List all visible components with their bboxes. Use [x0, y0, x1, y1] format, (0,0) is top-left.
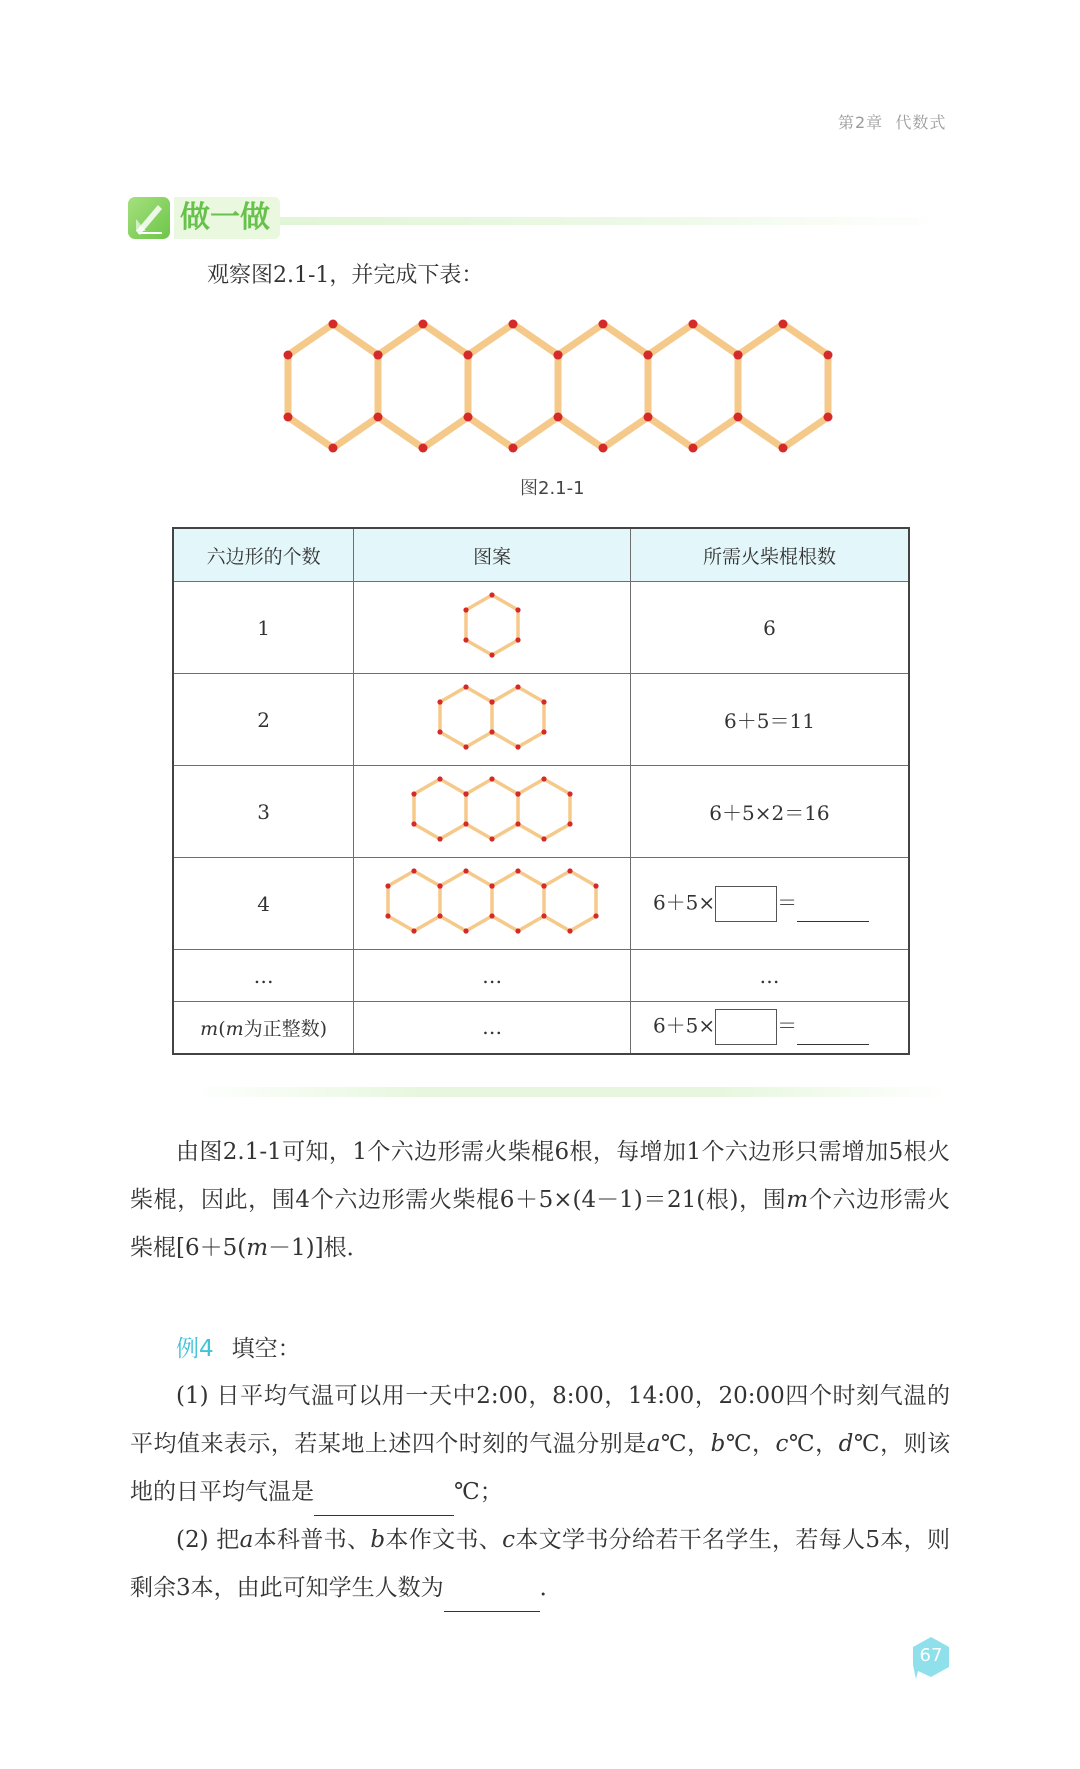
match-head	[734, 351, 743, 360]
match-head	[438, 836, 443, 841]
hexagon-count: 4	[173, 858, 354, 950]
pattern-cell: …	[354, 1002, 631, 1054]
figure-caption: 图2.1-1	[520, 478, 585, 499]
matchstick	[518, 871, 544, 886]
matchstick	[333, 417, 378, 448]
match-head	[554, 413, 563, 422]
matchstick	[544, 824, 570, 839]
example-question-1: (1) 日平均气温可以用一天中2:00，8:00，14:00，20:00四个时刻气温的平均值来表示，若某地上述四个时刻的气温分别是a℃，b℃，c℃，d℃，则该地的日平均气温是 ℃；	[130, 1372, 950, 1516]
match-head	[644, 351, 653, 360]
match-head	[689, 320, 698, 329]
matchstick-count: …	[630, 950, 909, 1002]
matchstick	[518, 732, 544, 747]
match-head	[689, 444, 698, 453]
match-head	[509, 320, 518, 329]
table-row	[173, 858, 909, 950]
matchstick	[570, 916, 596, 931]
match-head	[568, 868, 573, 873]
matchstick	[414, 871, 440, 886]
pattern-cell	[354, 674, 631, 766]
matchstick	[783, 324, 828, 355]
matchstick-table	[172, 527, 910, 1055]
header-rule	[228, 217, 948, 225]
matchstick	[603, 324, 648, 355]
hexagon-count: 2	[173, 674, 354, 766]
match-head	[554, 351, 563, 360]
example-question-2: (2) 把a本科普书、b本作文书、c本文学书分给若干名学生，若每人5本，则剩余3本，由此可知学生人数为 ．	[130, 1516, 950, 1612]
matchstick-count: 6＋5×2＝16	[630, 766, 909, 858]
match-head	[464, 928, 469, 933]
match-head	[464, 413, 473, 422]
match-head	[464, 821, 469, 826]
match-head	[779, 320, 788, 329]
match-head	[516, 928, 521, 933]
matchstick	[492, 687, 518, 702]
match-head	[490, 883, 495, 888]
hexagon-pattern	[408, 773, 576, 845]
match-head	[412, 821, 417, 826]
matchstick	[648, 417, 693, 448]
pencil-ruler-icon	[128, 197, 170, 239]
match-head	[779, 444, 788, 453]
matchstick	[518, 779, 544, 794]
match-head	[516, 821, 521, 826]
matchstick-count	[630, 858, 909, 950]
matchstick	[423, 417, 468, 448]
matchstick	[466, 595, 492, 610]
matchstick	[648, 324, 693, 355]
matchstick	[388, 871, 414, 886]
matchstick	[466, 732, 492, 747]
matchstick	[414, 916, 440, 931]
match-head	[464, 637, 469, 642]
matchstick	[440, 687, 466, 702]
match-head	[438, 699, 443, 704]
header-hexagon-count: 六边形的个数	[173, 528, 354, 582]
match-head	[464, 744, 469, 749]
pattern-cell: …	[354, 950, 631, 1002]
answer-blank[interactable]	[314, 1489, 454, 1516]
matchstick	[693, 417, 738, 448]
matchstick	[492, 916, 518, 931]
equals-sign: ＝	[777, 1013, 798, 1038]
match-head	[599, 320, 608, 329]
match-head	[542, 883, 547, 888]
expression-prefix: 6＋5×	[652, 1013, 716, 1038]
chapter-header: 第2章 代数式	[838, 113, 947, 132]
match-head	[438, 776, 443, 781]
variable-m: m	[200, 1017, 219, 1040]
match-head	[464, 868, 469, 873]
matchstick-hexagon-figure	[280, 318, 840, 454]
matchstick	[492, 732, 518, 747]
matchstick	[288, 417, 333, 448]
match-head	[419, 320, 428, 329]
matchstick	[492, 779, 518, 794]
match-head	[374, 413, 383, 422]
answer-blank[interactable]	[797, 1022, 869, 1045]
match-head	[284, 413, 293, 422]
matchstick	[466, 687, 492, 702]
match-head	[490, 652, 495, 657]
table-row	[173, 674, 909, 766]
matchstick	[440, 824, 466, 839]
match-head	[374, 351, 383, 360]
matchstick-count: 6	[630, 582, 909, 674]
matchstick	[414, 779, 440, 794]
hexagon-pattern	[460, 589, 524, 661]
match-head	[438, 913, 443, 918]
section-divider	[190, 1087, 950, 1097]
expression-prefix: 6＋5×	[652, 890, 716, 914]
matchstick	[513, 417, 558, 448]
matchstick	[492, 640, 518, 655]
match-head	[516, 744, 521, 749]
matchstick	[388, 916, 414, 931]
match-head	[824, 351, 833, 360]
answer-box[interactable]	[715, 886, 777, 922]
match-head	[386, 883, 391, 888]
table-header-row	[173, 528, 909, 582]
matchstick	[492, 824, 518, 839]
matchstick	[288, 324, 333, 355]
matchstick	[423, 324, 468, 355]
header-matchstick-count: 所需火柴棍根数	[630, 528, 909, 582]
match-head	[464, 684, 469, 689]
match-head	[464, 351, 473, 360]
match-head	[464, 607, 469, 612]
matchstick	[544, 916, 570, 931]
match-head	[490, 776, 495, 781]
match-head	[412, 791, 417, 796]
match-head	[516, 637, 521, 642]
matchstick	[518, 687, 544, 702]
match-head	[516, 684, 521, 689]
match-head	[542, 699, 547, 704]
match-head	[644, 413, 653, 422]
matchstick	[513, 324, 558, 355]
matchstick-count	[630, 1002, 909, 1054]
match-head	[438, 729, 443, 734]
activity-title: 做一做	[174, 197, 280, 239]
equals-sign: ＝	[777, 890, 798, 914]
hexagon-pattern	[382, 865, 602, 937]
match-head	[594, 913, 599, 918]
hexagon-pattern	[434, 681, 550, 753]
pattern-cell	[354, 766, 631, 858]
hexagon-count: …	[173, 950, 354, 1002]
match-head	[329, 444, 338, 453]
matchstick	[544, 779, 570, 794]
table-row	[173, 766, 909, 858]
matchstick	[440, 916, 466, 931]
match-head	[594, 883, 599, 888]
matchstick	[440, 732, 466, 747]
match-head	[568, 821, 573, 826]
matchstick-count: 6＋5＝11	[630, 674, 909, 766]
matchstick	[466, 916, 492, 931]
match-head	[542, 776, 547, 781]
match-head	[824, 413, 833, 422]
table-row	[173, 950, 909, 1002]
matchstick	[492, 595, 518, 610]
answer-blank[interactable]	[797, 899, 869, 922]
match-head	[412, 928, 417, 933]
hexagon-count: m(m为正整数)	[173, 1002, 354, 1054]
hexagon-count: 1	[173, 582, 354, 674]
explanation-paragraph: 由图2.1-1可知，1个六边形需火柴棍6根，每增加1个六边形只需增加5根火柴棍，因此，围4个六边形需火柴棍6＋5×(4－1)＝21(根)，围m个六边形需火柴棍[6＋5(m－1)]根．	[130, 1139, 950, 1261]
match-head	[419, 444, 428, 453]
matchstick	[783, 417, 828, 448]
matchstick	[518, 824, 544, 839]
matchstick	[738, 417, 783, 448]
example-title: 填空：	[231, 1336, 301, 1362]
matchstick	[603, 417, 648, 448]
answer-box[interactable]	[715, 1009, 777, 1045]
match-head	[412, 868, 417, 873]
matchstick	[544, 871, 570, 886]
matchstick	[378, 417, 423, 448]
matchstick	[468, 417, 513, 448]
matchstick	[466, 824, 492, 839]
page-number: 67	[919, 1645, 943, 1666]
pattern-cell	[354, 582, 631, 674]
match-head	[509, 444, 518, 453]
hexagon-count: 3	[173, 766, 354, 858]
matchstick	[466, 871, 492, 886]
match-head	[284, 351, 293, 360]
match-head	[568, 791, 573, 796]
matchstick	[570, 871, 596, 886]
match-head	[568, 928, 573, 933]
match-head	[464, 791, 469, 796]
match-head	[490, 729, 495, 734]
match-head	[386, 913, 391, 918]
match-head	[516, 791, 521, 796]
match-head	[490, 836, 495, 841]
matchstick	[466, 640, 492, 655]
match-head	[542, 729, 547, 734]
match-head	[490, 699, 495, 704]
matchstick	[693, 324, 738, 355]
matchstick	[414, 824, 440, 839]
match-head	[490, 913, 495, 918]
match-head	[542, 836, 547, 841]
answer-blank[interactable]	[444, 1585, 540, 1612]
match-head	[599, 444, 608, 453]
match-head	[516, 868, 521, 873]
matchstick	[378, 324, 423, 355]
match-head	[438, 883, 443, 888]
matchstick	[518, 916, 544, 931]
match-head	[490, 592, 495, 597]
matchstick	[558, 324, 603, 355]
matchstick	[492, 871, 518, 886]
example-label: 例4	[176, 1336, 214, 1362]
header-pattern: 图案	[354, 528, 631, 582]
match-head	[516, 607, 521, 612]
matchstick	[333, 324, 378, 355]
matchstick	[558, 417, 603, 448]
matchstick	[466, 779, 492, 794]
example-heading	[176, 1330, 301, 1363]
pattern-cell	[354, 858, 631, 950]
matchstick	[468, 324, 513, 355]
activity-header	[128, 195, 948, 245]
matchstick	[440, 779, 466, 794]
activity-instruction: 观察图2.1-1，并完成下表：	[207, 263, 484, 288]
matchstick	[440, 871, 466, 886]
match-head	[542, 913, 547, 918]
match-head	[329, 320, 338, 329]
matchstick	[738, 324, 783, 355]
table-row	[173, 582, 909, 674]
table-row	[173, 1002, 909, 1054]
match-head	[734, 413, 743, 422]
